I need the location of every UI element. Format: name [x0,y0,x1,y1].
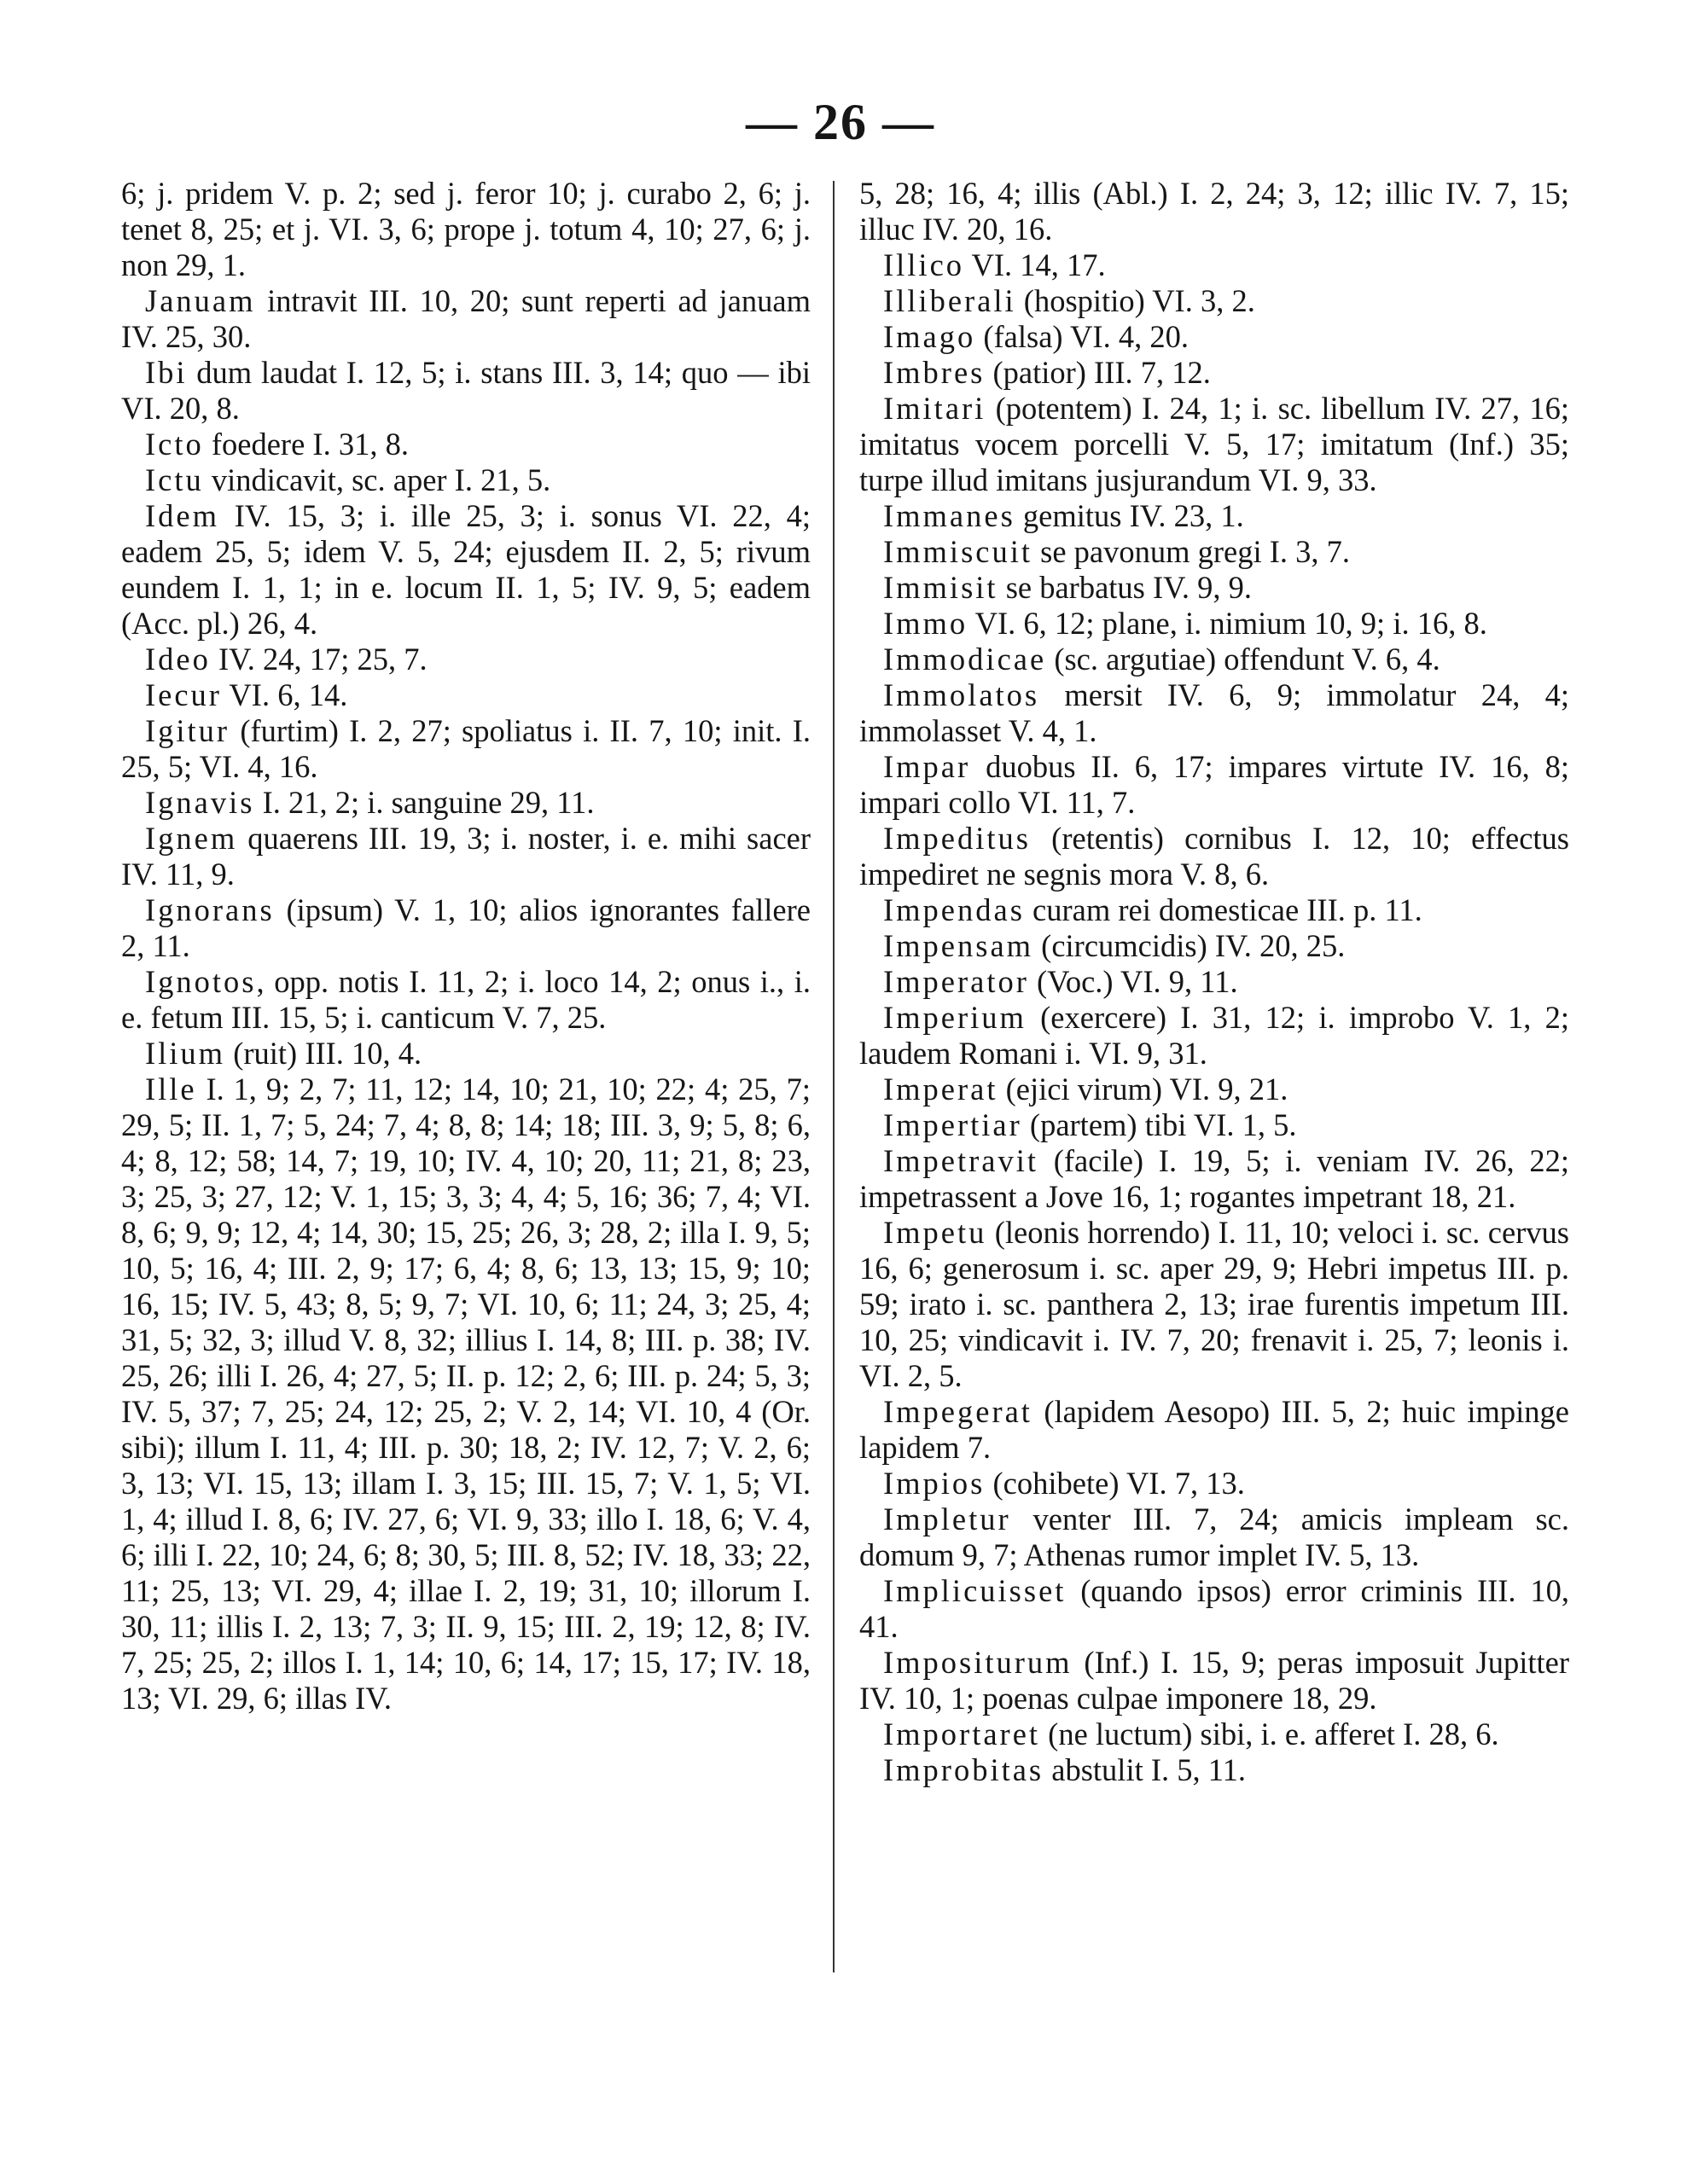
entry-references: (ne luctum) sibi, i. e. afferet I. 28, 6. [1040,1716,1499,1751]
page-number: — 26 — [746,94,935,150]
index-entry [859,892,1569,928]
entry-references: se pavonum gregi I. 3, 7. [1032,534,1351,569]
headword: Igitur [145,713,230,748]
entry-references: venter III. 7, 24; amicis impleam sc. domum 9, 7; Athenas rumor implet IV. 5, 13. [859,1502,1569,1572]
headword: Illico [883,247,965,282]
index-entry [859,964,1569,1000]
headword: Impetravit [883,1143,1039,1178]
entry-references: (partem) tibi VI. 1, 5. [1021,1107,1297,1142]
headword: Importaret [883,1716,1041,1751]
entry-references: IV. 24, 17; 25, 7. [210,642,428,677]
headword: Impositurum [883,1645,1073,1680]
headword: Immolatos [883,677,1040,712]
headword: Immo [883,606,968,641]
headword: Implicuisset [883,1573,1067,1608]
index-entry [121,677,811,713]
index-entry [859,1573,1569,1645]
index-entry [121,427,811,462]
index-entry [859,534,1569,570]
index-entry [859,821,1569,892]
headword: Ibi [145,355,188,390]
headword: Imitari [883,391,986,426]
entry-references: (lapidem Aesopo) III. 5, 2; huic impinge lapidem 7. [859,1394,1569,1465]
headword: Ideo [145,642,211,677]
headword: Ignavis [145,785,255,820]
index-entry [121,713,811,785]
index-entry [859,1716,1569,1752]
index-entry [859,355,1569,391]
entry-references: (facile) I. 19, 5; i. veniam IV. 26, 22; impetrassent a Jove 16, 1; rogantes impetrant 18, 21. [859,1143,1569,1214]
index-entry [859,1645,1569,1716]
entry-references: (retentis) cornibus I. 12, 10; effectus impediret ne segnis mora V. 8, 6. [859,821,1569,892]
index-entry [121,498,811,642]
index-entry [859,1107,1569,1143]
headword: Januam [145,283,256,318]
entry-references: (circumcidis) IV. 20, 25. [1033,928,1346,963]
headword: Ille [145,1072,197,1107]
entry-references: (Voc.) VI. 9, 11. [1028,964,1238,999]
entry-references: intravit III. 10, 20; sunt reperti ad januam IV. 25, 30. [121,283,811,354]
index-entry [859,1215,1569,1394]
entry-references: duobus II. 6, 17; impares virtute IV. 16, 8; impari collo VI. 11, 7. [859,749,1569,820]
entry-references: curam rei domesticae III. p. 11. [1024,892,1422,927]
index-entry [859,1502,1569,1573]
headword: Impeditus [883,821,1031,856]
headword: Imbres [883,355,986,390]
headword: Iecur [145,677,222,712]
index-entry [859,498,1569,534]
headword: Immisit [883,570,998,605]
headword: Imperat [883,1072,998,1107]
headword: Ilium [145,1036,226,1071]
headword: Icto [145,427,204,462]
index-entry [859,283,1569,319]
headword: Imperium [883,1000,1027,1035]
entry-references: (furtim) I. 2, 27; spoliatus i. II. 7, 10; init. I. 25, 5; VI. 4, 16. [121,713,811,784]
index-entry [121,1036,811,1072]
entry-references: (sc. argutiae) offendunt V. 6, 4. [1046,642,1440,677]
index-entry [121,821,811,892]
index-entry [859,1752,1569,1788]
headword: Impegerat [883,1394,1032,1429]
index-entry [121,462,811,498]
index-entry [859,749,1569,821]
headword: Ignem [145,821,238,856]
headword: Ictu [145,462,204,497]
entry-references: (cohibete) VI. 7, 13. [985,1466,1245,1501]
headword: Imago [883,319,976,354]
entry-references: IV. 15, 3; i. ille 25, 3; i. sonus VI. 22, 4; eadem 25, 5; idem V. 5, 24; ejusdem II. 2, 5; rivum eundem I. 1, 1; in e. locum II. 1, 5; IV. 9, 5; eadem (Acc. pl.) 26, 4. [121,498,811,641]
headword: Impensam [883,928,1034,963]
headword: Immanes [883,498,1015,533]
index-entry [121,176,811,283]
headword: Ignotos [145,964,257,999]
index-entry [859,642,1569,677]
headword: Impletur [883,1502,1011,1536]
entry-references: (exercere) I. 31, 12; i. improbo V. 1, 2; laudem Romani i. VI. 9, 31. [859,1000,1569,1071]
entry-references: (Inf.) I. 15, 9; peras imposuit Jupitter IV. 10, 1; poenas culpae imponere 18, 29. [859,1645,1569,1716]
headword: Illiberali [883,283,1016,318]
entry-references: (ipsum) V. 1, 10; alios ignorantes fallere 2, 11. [121,892,811,963]
index-entry [859,1072,1569,1107]
entry-references: 6; j. pridem V. p. 2; sed j. feror 10; j. curabo 2, 6; j. tenet 8, 25; et j. VI. 3, 6; prope j. totum 4, 10; 27, 6; j. non 29, 1. [121,176,811,282]
entry-references: (potentem) I. 24, 1; i. sc. libellum IV. 27, 16; imitatus vocem porcelli V. 5, 17; imitatum (Inf.) 35; turpe illud imitans jusjurandum VI. 9, 33. [859,391,1569,497]
headword: Impendas [883,892,1025,927]
headword: Ignorans [145,892,275,927]
entry-references: dum laudat I. 12, 5; i. stans III. 3, 14; quo — ibi VI. 20, 8. [121,355,811,426]
index-entry [859,928,1569,964]
headword: Impertiar [883,1107,1022,1142]
column-divider [833,181,835,1972]
entry-references: vindicavit, sc. aper I. 21, 5. [203,462,551,497]
index-entry [859,606,1569,642]
headword: Impios [883,1466,986,1501]
entry-references: se barbatus IV. 9, 9. [998,570,1252,605]
entry-references: (ruit) III. 10, 4. [225,1036,422,1071]
entry-references: (quando ipsos) error criminis III. 10, 41. [859,1573,1569,1644]
entry-references: abstulit I. 5, 11. [1044,1752,1247,1787]
entry-references: VI. 14, 17. [964,247,1106,282]
entry-references: I. 1, 9; 2, 7; 11, 12; 14, 10; 21, 10; 22; 4; 25, 7; 29, 5; II. 1, 7; 5, 24; 7, 4; 8, 8; 14; 18; III. 3, 9; 5, 8; 6, 4; 8, 12; 58; 14, 7; 19, 10; IV. 4, 10; 20, 11; 21, 8; 23, 3; 25, 3; 27, 12; V. 1, 15; 3, 3; 4, 4; 5, 16; 36; 7, 4; VI. 8, 6; 9, 9; 12, 4; 14, 30; 15, 25; 26, 3; 28, 2; illa I. 9, 5; 10, 5; 16, 4; III. 2, 9; 17; 6, 4; 8, 6; 13, 13; 15, 9; 10; 16, 15; IV. 5, 43; 8, 5; 9, 7; VI. 10, 6; 11; 24, 3; 25, 4; 31, 5; 32, 3; illud V. 8, 32; illius I. 14, 8; III. p. 38; IV. 25, 26; illi I. 26, 4; 27, 5; II. p. 12; 2, 6; III. p. 24; 5, 3; IV. 5, 37; 7, 25; 24, 12; 25, 2; V. 2, 14; VI. 10, 4 (Or. sibi); illum I. 11, 4; III. p. 30; 18, 2; IV. 12, 7; V. 2, 6; 3, 13; VI. 15, 13; illam I. 3, 15; III. 15, 7; V. 1, 5; VI. 1, 4; illud I. 8, 6; IV. 27, 6; VI. 9, 33; illo I. 18, 6; V. 4, 6; illi I. 22, 10; 24, 6; 8; 30, 5; III. 8, 52; IV. 18, 33; 22, 11; 25, 13; VI. 29, 4; illae I. 2, 19; 31, 10; illorum I. 30, 11; illis I. 2, 13; 7, 3; II. 9, 15; III. 2, 19; 12, 8; IV. 7, 25; 25, 2; illos I. 1, 14; 10, 6; 14, 17; 15, 17; IV. 18, 13; VI. 29, 6; illas IV. [121,1072,811,1716]
headword: Imperator [883,964,1029,999]
headword: Idem [145,498,219,533]
entry-references: gemitus IV. 23, 1. [1015,498,1244,533]
headword: Impetu [883,1215,987,1250]
entry-references: (hospitio) VI. 3, 2. [1015,283,1255,318]
headword: Immodicae [883,642,1047,677]
entry-references: mersit IV. 6, 9; immolatur 24, 4; immolasset V. 4, 1. [859,677,1569,748]
entry-references: quaerens III. 19, 3; i. noster, i. e. mihi sacer IV. 11, 9. [121,821,811,892]
index-entry [859,176,1569,247]
entry-references: , opp. notis I. 11, 2; i. loco 14, 2; onus i., i. e. fetum III. 15, 5; i. canticum V. 7, 25. [121,964,811,1035]
left-column [121,176,811,1984]
index-entry [121,355,811,427]
index-entry [121,964,811,1036]
entry-references: VI. 6, 14. [221,677,348,712]
index-entry [121,785,811,821]
index-entry [121,642,811,677]
entry-references: (falsa) VI. 4, 20. [975,319,1189,354]
index-entry [121,892,811,964]
index-entry [859,1000,1569,1072]
index-entry [859,391,1569,498]
index-entry [859,319,1569,355]
entry-references: 5, 28; 16, 4; illis (Abl.) I. 2, 24; 3, 12; illic IV. 7, 15; illuc IV. 20, 16. [859,176,1569,247]
right-column [859,176,1569,1984]
entry-references: I. 21, 2; i. sanguine 29, 11. [254,785,595,820]
index-entry [859,1466,1569,1502]
entry-references: (ejici virum) VI. 9, 21. [998,1072,1288,1107]
entry-references: VI. 6, 12; plane, i. nimium 10, 9; i. 16, 8. [968,606,1487,641]
index-entry [859,247,1569,283]
index-entry [859,1143,1569,1215]
headword: Immiscuit [883,534,1033,569]
headword: Improbitas [883,1752,1044,1787]
index-entry [121,1072,811,1716]
entry-references: (patior) III. 7, 12. [985,355,1211,390]
index-entry [859,1394,1569,1466]
entry-references: (leonis horrendo) I. 11, 10; veloci i. sc. cervus 16, 6; generosum i. sc. aper 29, 9; Hebri impetus III. p. 59; irato i. sc. panthera 2, 13; irae furentis impetum III. 10, 25; vindicavit i. IV. 7, 20; frenavit i. 25, 7; leonis i. VI. 2, 5. [859,1215,1569,1393]
index-entry [859,677,1569,749]
entry-references: foedere I. 31, 8. [203,427,409,462]
headword: Impar [883,749,971,784]
index-entry [121,283,811,355]
index-entry [859,570,1569,606]
